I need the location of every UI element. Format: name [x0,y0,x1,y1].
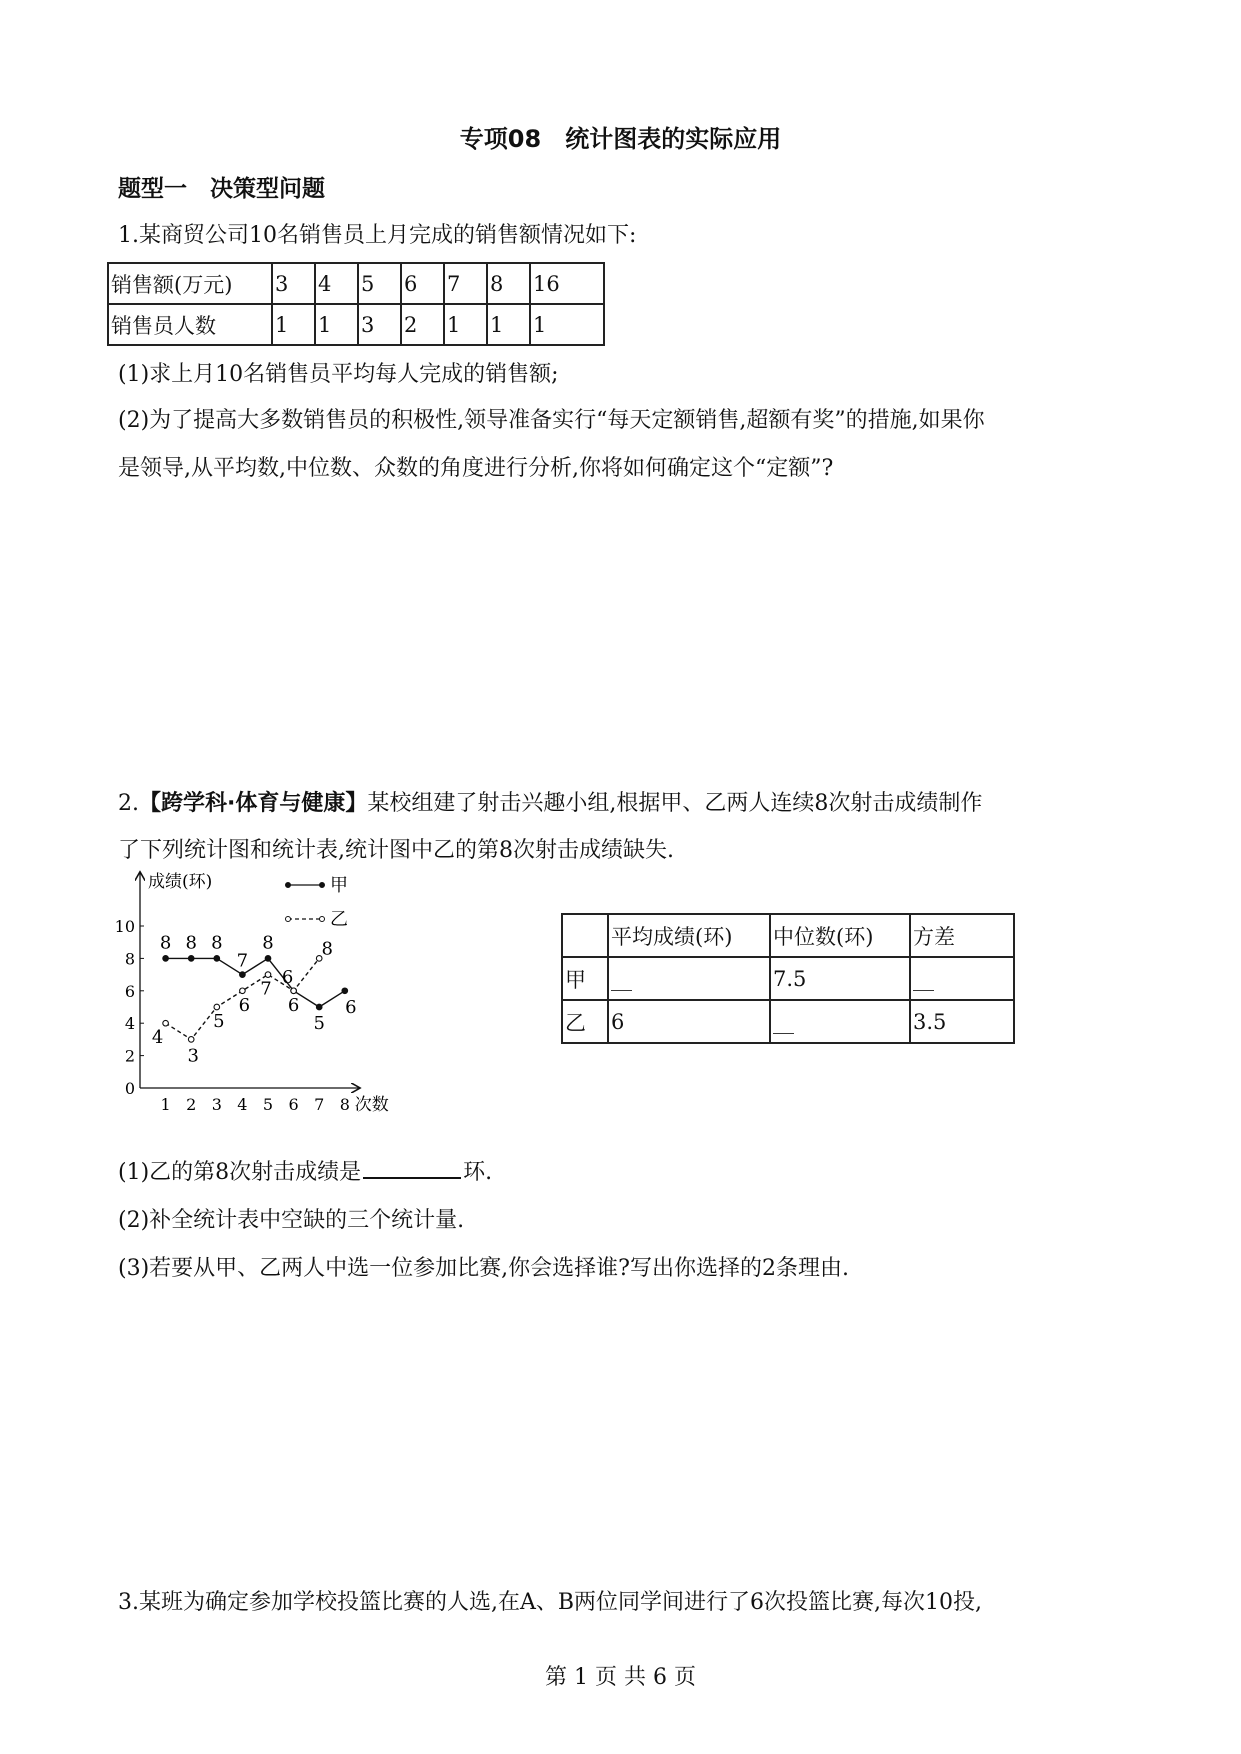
q2-stats-table [561,913,1015,1044]
data-label: 7 [236,950,249,972]
legend-marker [320,917,325,922]
page-footer: 第 1 页 共 6 页 [545,1665,696,1690]
q2-intro-line1 [118,786,982,817]
table-cell: 6 [608,1000,770,1043]
table-cell: 3.5 [910,1000,1014,1043]
table-cell: 7 [444,263,487,304]
table-cell: __ [608,957,770,1000]
y-tick-label: 0 [124,1079,135,1098]
legend-marker [286,883,291,888]
data-label: 8 [321,938,333,960]
q1-sales-table [107,262,605,346]
data-label: 4 [151,1027,164,1049]
table-cell: 平均成绩(环) [608,914,770,957]
legend-marker [286,917,291,922]
data-label: 5 [313,1013,325,1034]
data-point [240,972,246,978]
table-cell: 甲 [562,957,608,1000]
table-row [562,914,1014,957]
data-point [291,988,297,994]
table-cell: 1 [315,304,358,345]
data-label: 7 [260,978,272,1000]
x-tick-label: 7 [314,1095,325,1114]
data-label: 6 [287,994,300,1016]
table-cell: __ [910,957,1014,1000]
data-label: 8 [159,932,172,954]
q2-part1-unit: 环. [463,1160,493,1185]
table-cell: 1 [272,304,315,345]
x-axis-label: 次数 [354,1095,389,1115]
table-cell: 乙 [562,1000,608,1043]
data-point [265,956,271,962]
table-cell: 8 [487,263,530,304]
q3-intro: 3.某班为确定参加学校投篮比赛的人选,在A、B两位同学间进行了6次投篮比赛,每次10投, [118,1590,983,1615]
y-tick-label: 4 [124,1014,135,1034]
data-label: 3 [187,1045,199,1067]
table-cell: 3 [272,263,315,304]
table-cell: 3 [358,304,401,345]
x-tick-label: 8 [339,1095,350,1114]
legend-marker [320,883,325,888]
data-point [163,1020,169,1026]
table-cell [562,914,608,957]
section-heading: 题型一 决策型问题 [118,176,325,202]
table-cell: 5 [358,263,401,304]
table-cell: 销售员人数 [108,304,272,345]
data-label: 6 [238,994,251,1016]
data-point [265,972,271,978]
x-tick-label: 1 [160,1095,171,1114]
x-tick-label: 3 [211,1095,222,1114]
legend-label: 乙 [330,909,348,930]
table-cell: 1 [444,304,487,345]
q1-intro: 1.某商贸公司10名销售员上月完成的销售额情况如下: [118,223,637,248]
table-row [108,304,604,345]
table-cell: 1 [530,304,604,345]
q2-intro-text: 某校组建了射击兴趣小组,根据甲、乙两人连续8次射击成绩制作 [367,791,983,816]
data-point [188,956,194,962]
page-title: 专项08 统计图表的实际应用 [459,125,782,153]
table-cell: 1 [487,304,530,345]
table-cell: 方差 [910,914,1014,957]
y-tick-label: 8 [124,949,135,969]
q2-part3: (3)若要从甲、乙两人中选一位参加比赛,你会选择谁?写出你选择的2条理由. [118,1256,849,1281]
data-point [316,1004,322,1010]
q2-tag: 【跨学科·体育与健康】 [139,791,368,816]
y-axis-label: 成绩(环) [148,872,213,892]
legend-label: 甲 [330,875,348,896]
data-label: 8 [262,932,274,954]
table-row [562,957,1014,1000]
data-point [214,1004,220,1010]
x-tick-label: 4 [237,1095,248,1114]
table-cell: 2 [401,304,444,345]
data-point [342,988,348,994]
y-tick-label: 10 [114,917,135,936]
series-line-jia [166,958,345,1007]
q2-intro-line2: 了下列统计图和统计表,统计图中乙的第8次射击成绩缺失. [118,838,674,863]
q1-part2-line1: (2)为了提高大多数销售员的积极性,领导准备实行“每天定额销售,超额有奖”的措施,如果你 [118,408,985,433]
y-tick-label: 6 [124,981,135,1001]
x-tick-label: 2 [186,1095,197,1114]
table-row [108,263,604,304]
data-point [240,988,246,994]
x-tick-label: 5 [262,1095,274,1114]
data-label: 8 [211,932,223,954]
shooting-line-chart [110,865,410,1115]
table-cell: 16 [530,263,604,304]
x-tick-label: 6 [288,1095,299,1114]
table-cell: 6 [401,263,444,304]
table-cell: 中位数(环) [770,914,910,957]
table-row [562,1000,1014,1043]
q2-part2: (2)补全统计表中空缺的三个统计量. [118,1208,465,1233]
data-label: 6 [281,966,294,988]
data-point [214,956,220,962]
q2-number: 2. [118,791,139,816]
q2-part1-text: (1)乙的第8次射击成绩是 [118,1160,362,1185]
table-cell: 7.5 [770,957,910,1000]
data-label: 6 [345,996,357,1018]
answer-blank[interactable] [363,1157,461,1179]
table-cell: 4 [315,263,358,304]
data-label: 8 [185,932,197,954]
y-tick-label: 2 [124,1046,135,1066]
table-cell: __ [770,1000,910,1043]
q1-part2-line2: 是领导,从平均数,中位数、众数的角度进行分析,你将如何确定这个“定额”? [118,456,834,481]
data-point [163,956,169,962]
table-cell: 销售额(万元) [108,263,272,304]
q2-part1 [118,1155,492,1186]
data-label: 5 [213,1011,225,1032]
q1-part1: (1)求上月10名销售员平均每人完成的销售额; [118,362,559,387]
data-point [188,1037,194,1043]
